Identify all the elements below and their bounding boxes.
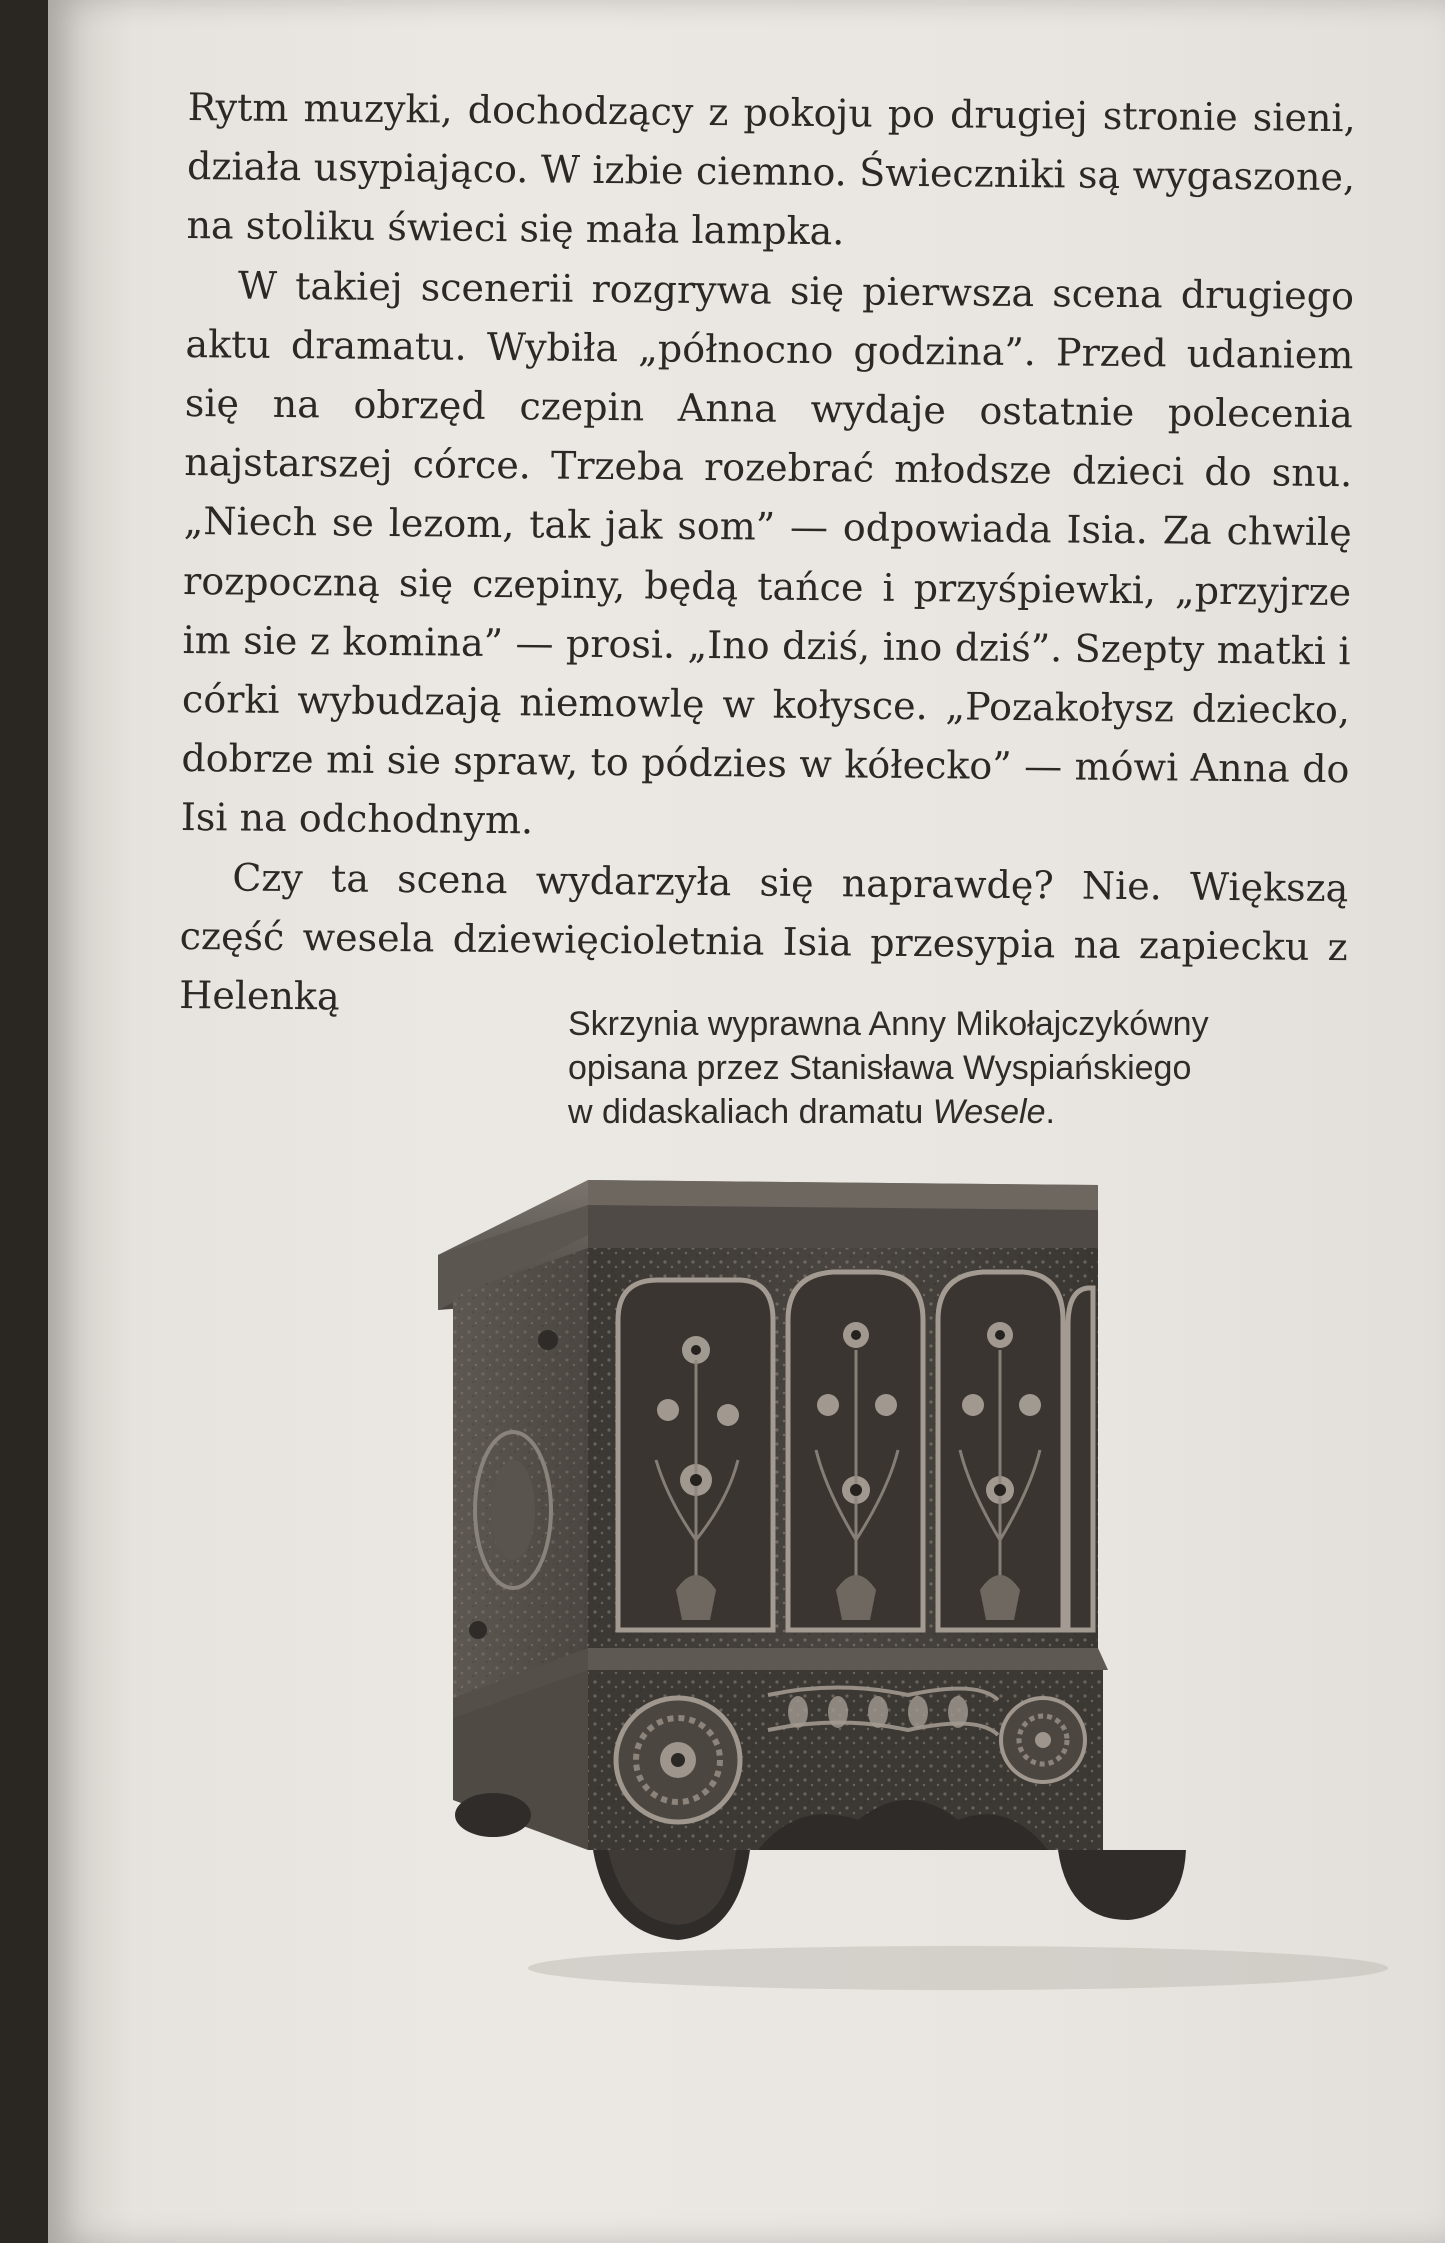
book-page bbox=[48, 0, 1445, 2243]
figure-caption bbox=[568, 1002, 1368, 1134]
caption-drama-title: Wesele bbox=[932, 1093, 1046, 1131]
rosette-right bbox=[1001, 1698, 1085, 1782]
caption-line-1: Skrzynia wyprawna Anny Mikołajczykówny bbox=[568, 1005, 1209, 1043]
body-text bbox=[179, 78, 1356, 1036]
chest-illustration bbox=[438, 1160, 1398, 1990]
caption-line-3 bbox=[568, 1090, 1368, 1134]
rosette-left bbox=[616, 1698, 740, 1822]
dowry-chest-photo bbox=[438, 1160, 1398, 1990]
caption-line-3-prefix: w didaskaliach dramatu bbox=[568, 1093, 933, 1131]
paragraph-1: Rytm muzyki, dochodzący z pokoju po drugiej stronie sieni, działa usypiająco. W izbie ciemno. Świeczniki są wygaszone, na stoliku świeci się mała lampka. bbox=[186, 84, 1356, 254]
caption-line-3-suffix: . bbox=[1045, 1093, 1055, 1131]
caption-line-2: opisana przez Stanisława Wyspiańskiego bbox=[568, 1049, 1192, 1087]
paragraph-3: Czy ta scena wydarzyła się naprawdę? Nie. Większą część wesela dziewięcioletnia Isia przesypia na zapiecku z Helenką bbox=[178, 855, 1349, 1019]
paragraph-2: W takiej scenerii rozgrywa się pierwsza scena drugiego aktu dramatu. Wybiła „północno godzina”. Przed udaniem się na obrzęd czepin Anna wydaje ostatnie polecenia najstarszej córce. Trzeba rozebrać młodsze dzieci do snu. „Niech se lezom, tak jak som” — odpowiada Isia. Za chwilę rozpoczną się czepiny, będą tańce i przyśpiewki, „przyjrze im sie z komina” — prosi. „Ino dziś, ino dziś”. Szepty matki i córki wybudzają niemowlę w kołysce. „Pozakołysz dziecko, dobrze mi sie spraw, to pódzies w kółecko” — mówi Anna do Isi na odchodnym. bbox=[180, 263, 1355, 843]
